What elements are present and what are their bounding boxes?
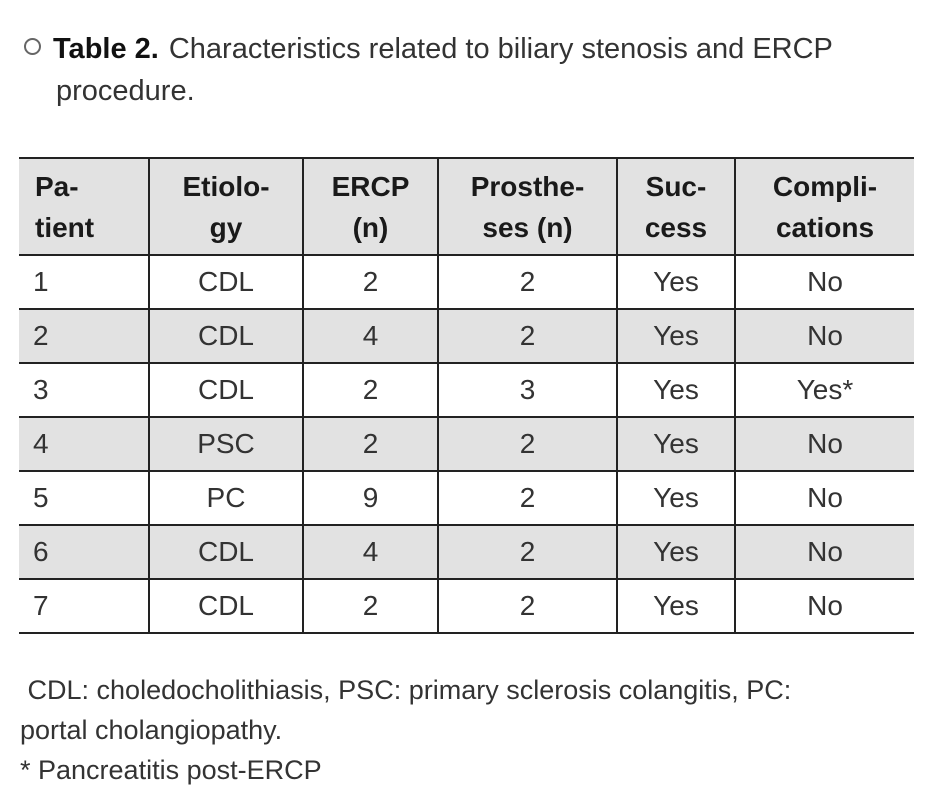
cell-success: Yes [617, 363, 735, 417]
header-complications: Compli- cations [735, 158, 914, 255]
cell-complications: No [735, 255, 914, 309]
table-row [19, 471, 914, 525]
cell-prostheses: 2 [438, 579, 617, 633]
cell-ercp: 4 [303, 525, 438, 579]
cell-success: Yes [617, 471, 735, 525]
cell-prostheses: 2 [438, 255, 617, 309]
cell-prostheses: 2 [438, 471, 617, 525]
cell-complications: No [735, 471, 914, 525]
table-row [19, 363, 914, 417]
table-label: Table 2. [53, 33, 159, 65]
table-row [19, 255, 914, 309]
cell-patient: 3 [19, 363, 149, 417]
cell-patient: 5 [19, 471, 149, 525]
abbreviations-note-continued: portal cholangiopathy. [20, 715, 283, 745]
cell-success: Yes [617, 309, 735, 363]
cell-complications: Yes* [735, 363, 914, 417]
cell-etiology: CDL [149, 255, 303, 309]
cell-patient: 2 [19, 309, 149, 363]
cell-prostheses: 3 [438, 363, 617, 417]
cell-etiology: CDL [149, 525, 303, 579]
table-footnotes [20, 670, 920, 790]
cell-etiology: PC [149, 471, 303, 525]
stenosis-ercp-table [19, 157, 914, 634]
caption-text: Characteristics related to biliary stenosis and ERCP [168, 33, 833, 65]
cell-etiology: CDL [149, 579, 303, 633]
cell-etiology: CDL [149, 309, 303, 363]
table-row [19, 309, 914, 363]
table-row [19, 525, 914, 579]
cell-etiology: PSC [149, 417, 303, 471]
cell-ercp: 2 [303, 417, 438, 471]
cell-ercp: 2 [303, 255, 438, 309]
abbreviations-note: CDL: choledocholithiasis, PSC: primary sclerosis colangitis, PC: [20, 675, 792, 705]
cell-patient: 4 [19, 417, 149, 471]
table-caption [24, 28, 924, 112]
cell-ercp: 9 [303, 471, 438, 525]
cell-complications: No [735, 579, 914, 633]
cell-ercp: 2 [303, 363, 438, 417]
header-etiology: Etiolo- gy [149, 158, 303, 255]
caption-text-continued: procedure. [56, 75, 195, 107]
cell-prostheses: 2 [438, 525, 617, 579]
cell-etiology: CDL [149, 363, 303, 417]
table-header-row [19, 158, 914, 255]
header-success: Suc- cess [617, 158, 735, 255]
cell-ercp: 4 [303, 309, 438, 363]
cell-ercp: 2 [303, 579, 438, 633]
header-ercp: ERCP (n) [303, 158, 438, 255]
cell-complications: No [735, 417, 914, 471]
table-row [19, 417, 914, 471]
cell-success: Yes [617, 417, 735, 471]
cell-success: Yes [617, 255, 735, 309]
cell-prostheses: 2 [438, 309, 617, 363]
cell-prostheses: 2 [438, 417, 617, 471]
cell-patient: 6 [19, 525, 149, 579]
cell-complications: No [735, 525, 914, 579]
header-prostheses: Prosthe- ses (n) [438, 158, 617, 255]
table-row [19, 579, 914, 633]
cell-success: Yes [617, 579, 735, 633]
circle-bullet-icon [24, 38, 41, 55]
cell-patient: 7 [19, 579, 149, 633]
asterisk-note: * Pancreatitis post-ERCP [20, 755, 322, 785]
header-patient: Pa- tient [19, 158, 149, 255]
cell-patient: 1 [19, 255, 149, 309]
cell-complications: No [735, 309, 914, 363]
cell-success: Yes [617, 525, 735, 579]
